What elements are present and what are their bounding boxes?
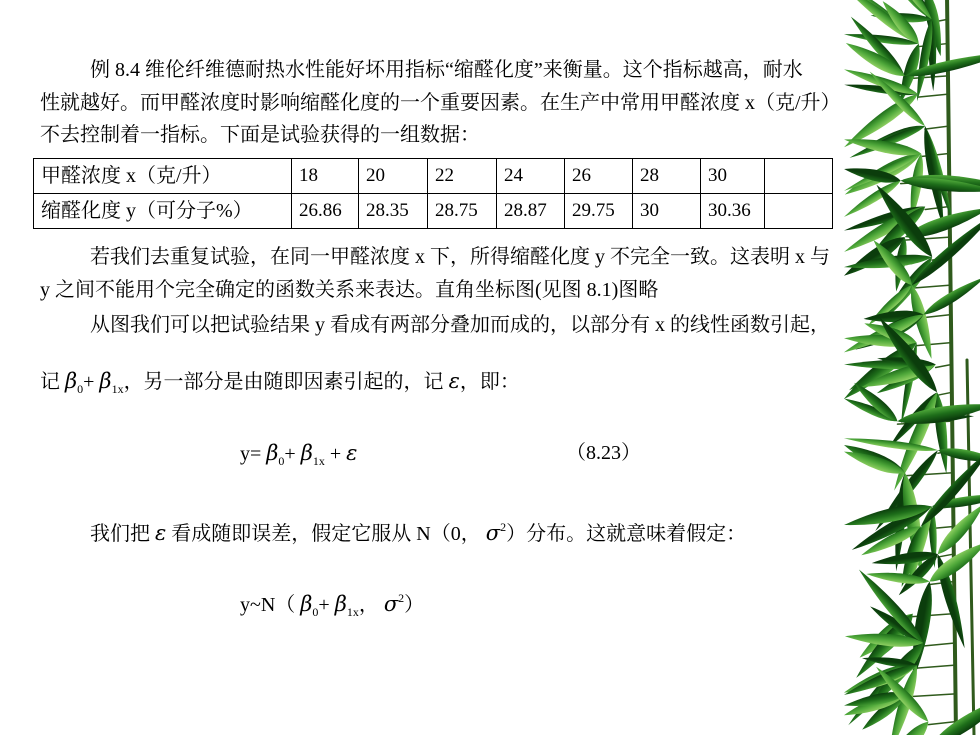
subscript: 1x [111,382,124,396]
row-label: 甲醛浓度 x（克/升） [34,159,292,194]
table-cell: 18 [292,159,359,194]
table-cell: 28.87 [497,194,565,229]
equation-number: （8.23） [566,442,641,464]
bamboo-decoration [838,0,980,735]
table-cell-empty [765,159,833,194]
text-segment: ）分布。这就意味着假定： [506,523,747,545]
beta-symbol: β [334,592,347,616]
table-cell: 22 [428,159,497,194]
bamboo-twig [928,722,955,725]
epsilon-symbol: ε [448,369,460,393]
table-row-acetalization [34,194,833,229]
bamboo-twig [938,554,954,557]
subscript: 0 [278,454,285,468]
repeat-line-2: y 之间不能用个完全确定的函数关系来表达。直角坐标图(见图 8.1)图略 [40,279,659,301]
bamboo-twig [925,126,949,129]
bamboo-twig [924,315,951,318]
beta-symbol: β [99,369,112,393]
text-segment: + [83,371,100,393]
text-segment: ，即： [459,371,520,393]
bamboo-twig [937,392,952,395]
epsilon-symbol: ε [155,521,167,545]
table-cell: 28.75 [428,194,497,229]
table-cell: 28 [633,159,701,194]
equation-segment: + [284,443,301,465]
model-equation [240,441,357,473]
example-line-1: 例 8.4 维伦纤维德耐热水性能好坏用指标“缩醛化度”来衡量。这个指标越高，耐水 [90,59,803,81]
table-cell: 24 [497,159,565,194]
distribution-equation [240,586,424,624]
bamboo-twig [923,643,955,646]
beta-symbol: β [300,441,313,465]
table-cell: 30 [701,159,765,194]
superscript: 2 [500,520,507,534]
bamboo-twig [918,94,948,97]
data-table [33,158,833,229]
table-cell: 26.86 [292,194,359,229]
text-segment: 看成随即误差，假定它服从 N（0， [166,523,486,545]
linear-part-line [40,369,520,401]
equation-segment: ， [358,594,384,616]
example-line-3: 不去控制着一指标。下面是试验获得的一组数据： [40,124,480,146]
epsilon-symbol: ε [346,441,358,465]
subscript: 0 [77,382,84,396]
subscript: 0 [312,605,319,619]
equation-segment: y~N（ [240,594,301,616]
superscript: 2 [398,591,405,605]
example-line-2: 性就越好。而甲醛浓度时影响缩醛化度的一个重要因素。在生产中常用甲醛浓度 x（克/升） [40,92,841,114]
decomposition-line-1: 从图我们可以把试验结果 y 看成有两部分叠加而成的，以部分有 x 的线性函数引起， [90,314,830,336]
bamboo-twig [912,285,951,288]
bamboo-twig [905,473,953,476]
text-segment: 记 [40,371,65,393]
text-segment: ，另一部分是由随即因素引起的，记 [123,371,449,393]
table-cell: 26 [565,159,633,194]
equation-segment: + [324,443,347,465]
table-cell: 29.75 [565,194,633,229]
table-cell-empty [765,194,833,229]
bamboo-twig [917,665,955,668]
subscript: 1x [312,454,325,468]
error-assumption-line [90,515,746,546]
beta-symbol: β [266,441,279,465]
table-cell: 30.36 [701,194,765,229]
equation-segment: ） [404,594,425,616]
subscript: 1x [346,605,359,619]
beta-symbol: β [65,369,78,393]
table-cell: 20 [359,159,428,194]
repeat-line-1: 若我们去重复试验，在同一甲醛浓度 x 下，所得缩醛化度 y 不完全一致。这表明 x 与 [90,246,830,268]
equation-segment: y= [240,443,267,465]
text-segment: 我们把 [90,523,155,545]
sigma-symbol: σ [383,592,399,616]
table-cell: 30 [633,194,701,229]
bamboo-twig [936,365,952,368]
bamboo-twig [917,343,952,346]
sigma-symbol: σ [485,521,501,545]
table-cell: 28.35 [359,194,428,229]
table-row-formaldehyde [34,159,833,194]
row-label: 缩醛化度 y（可分子%） [34,194,292,229]
equation-segment: + [318,594,335,616]
bamboo-leaves [840,0,980,735]
beta-symbol: β [300,592,313,616]
